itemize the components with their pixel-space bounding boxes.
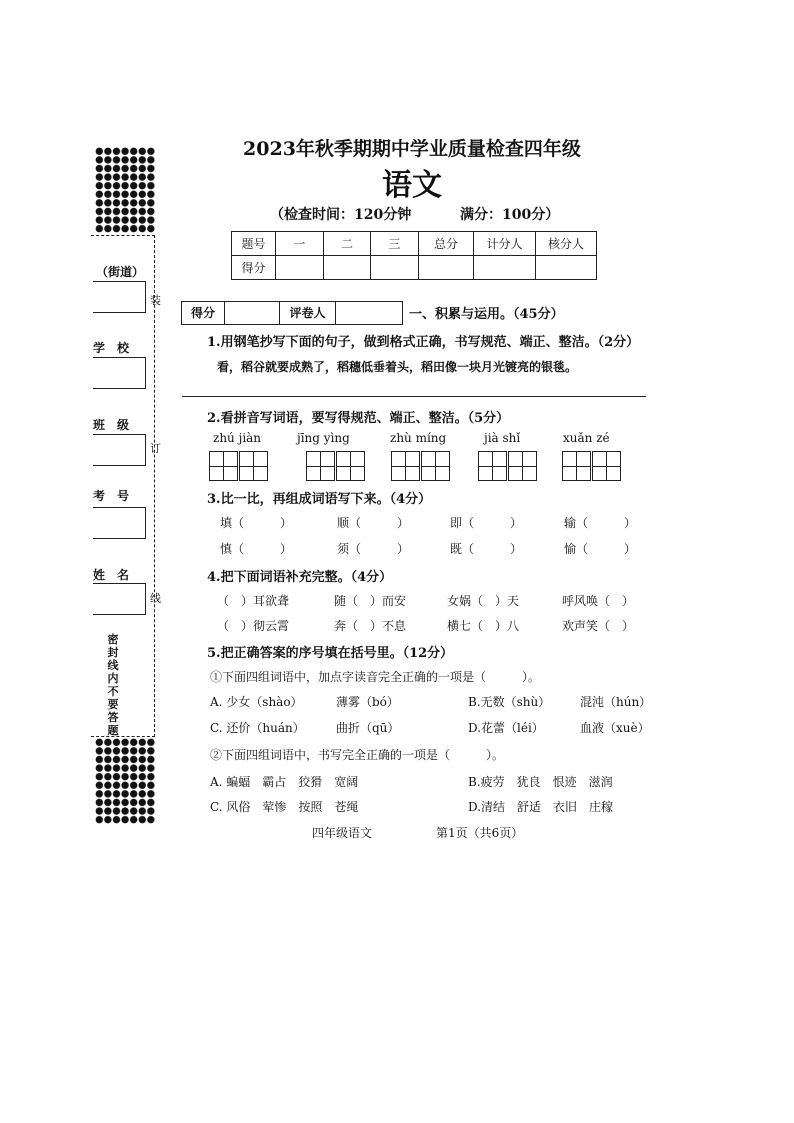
exam-title: 2023年秋季期期中学业质量检查四年级 — [243, 138, 581, 160]
tian-cell[interactable] — [209, 451, 238, 481]
q2-prompt: 2.看拼音写词语，要写得规范、端正、整洁。（5分） — [207, 411, 510, 426]
grader-score-cell[interactable] — [224, 301, 279, 325]
score-row-label: 得分 — [232, 256, 276, 280]
q3-prompt: 3.比一比，再组成词语写下来。（4分） — [207, 492, 432, 507]
name-label: 姓 名 — [93, 568, 130, 582]
q5-sub2-option: A. 蝙蝠 霸占 狡猾 宽阔 — [210, 775, 359, 789]
tian-cell[interactable] — [391, 451, 420, 481]
q5-sub1-option: 薄雾（bó） — [336, 695, 399, 709]
score-cell[interactable] — [536, 256, 597, 280]
grader-score-label: 得分 — [181, 301, 224, 325]
q5-sub1-option: B.无数（shù） — [468, 695, 551, 709]
tian-cell[interactable] — [478, 451, 507, 481]
q1-answer-line[interactable] — [182, 396, 646, 397]
score-header-cell: 一 — [276, 232, 324, 256]
q5-sub1-option: A. 少女（shào） — [210, 695, 303, 709]
q4-item[interactable]: 横七（ ）八 — [447, 619, 520, 633]
seal-notice: 密封线内不要答题 — [107, 633, 119, 737]
q5-sub1-prompt[interactable]: ①下面四组词语中，加点字读音完全正确的一项是（ ）。 — [210, 670, 541, 684]
tian-cell[interactable] — [306, 451, 335, 481]
q2-pinyin-2: jīng yìng — [297, 431, 350, 445]
exam-time: （检查时间：120分钟 — [270, 207, 412, 223]
q3-item[interactable]: 顺（ ） — [337, 516, 410, 530]
tian-cell[interactable] — [508, 451, 537, 481]
q4-item[interactable]: （ ）彻云霄 — [217, 619, 290, 633]
tian-cell[interactable] — [562, 451, 591, 481]
footer-page-number: 第1页（共6页） — [436, 826, 524, 840]
q5-sub2-prompt[interactable]: ②下面四组词语中，书写完全正确的一项是（ ）。 — [210, 748, 505, 762]
school-field[interactable] — [93, 357, 146, 389]
tian-cell[interactable] — [592, 451, 621, 481]
grader-reviewer-cell[interactable] — [335, 301, 403, 325]
score-cell[interactable] — [419, 256, 474, 280]
bind-mark-zhuang: 装 — [150, 294, 161, 307]
q5-sub2-option: B.疲劳 犹良 恨迹 滋润 — [468, 775, 613, 789]
q2-writing-grid-1[interactable] — [209, 451, 266, 479]
subject-title: 语文 — [382, 168, 442, 203]
q2-pinyin-1: zhú jiàn — [213, 431, 262, 445]
q5-sub1-option: D.花蕾（léi） — [468, 721, 544, 735]
q3-item[interactable]: 须（ ） — [337, 542, 410, 556]
q5-sub2-option: D.清结 舒适 衣旧 庄稼 — [468, 800, 614, 814]
score-header-cell: 核分人 — [536, 232, 597, 256]
q4-item[interactable]: 女娲（ ）天 — [447, 594, 520, 608]
street-label: （街道） — [96, 265, 145, 279]
q3-item[interactable]: 输（ ） — [564, 516, 637, 530]
q4-item[interactable]: 呼风唤（ ） — [562, 594, 635, 608]
tian-cell[interactable] — [421, 451, 450, 481]
q3-item[interactable]: 慎（ ） — [220, 542, 293, 556]
score-header-cell: 三 — [371, 232, 419, 256]
bind-mark-ding: 订 — [150, 442, 161, 455]
q4-item[interactable]: （ ）耳欲聋 — [217, 594, 290, 608]
q4-item[interactable]: 随（ ）而安 — [334, 594, 407, 608]
tian-cell[interactable] — [336, 451, 365, 481]
score-table-header-row — [232, 232, 597, 256]
score-table-score-row — [232, 256, 597, 280]
q2-pinyin-3: zhù míng — [390, 431, 447, 445]
full-score: 满分：100分） — [460, 207, 560, 223]
q5-sub1-option: 血液（xuè） — [580, 721, 650, 735]
q3-item[interactable]: 既（ ） — [450, 542, 523, 556]
score-cell[interactable] — [371, 256, 419, 280]
grader-reviewer-label: 评卷人 — [279, 301, 335, 325]
score-header-cell: 计分人 — [474, 232, 536, 256]
q2-writing-grid-3[interactable] — [391, 451, 448, 479]
q3-item[interactable]: 即（ ） — [450, 516, 523, 530]
q2-pinyin-5: xuǎn zé — [563, 431, 610, 445]
class-label: 班 级 — [93, 418, 130, 432]
school-label: 学 校 — [93, 341, 130, 355]
q3-item[interactable]: 填（ ） — [220, 516, 293, 530]
class-field[interactable] — [93, 434, 146, 466]
q2-writing-grid-4[interactable] — [478, 451, 535, 479]
score-cell[interactable] — [474, 256, 536, 280]
tian-cell[interactable] — [239, 451, 268, 481]
q2-pinyin-4: jià shǐ — [484, 431, 521, 445]
grader-box — [181, 301, 403, 323]
q2-writing-grid-5[interactable] — [562, 451, 619, 479]
score-header-cell: 题号 — [232, 232, 276, 256]
q4-item[interactable]: 欢声笑（ ） — [562, 619, 635, 633]
q5-sub1-option: 混沌（hún） — [580, 695, 652, 709]
number-field[interactable] — [93, 507, 146, 539]
bottom-dot-pattern — [95, 738, 155, 824]
score-header-cell: 二 — [324, 232, 371, 256]
bind-mark-xian: 线 — [150, 592, 161, 605]
score-cell[interactable] — [276, 256, 324, 280]
q2-writing-grid-2[interactable] — [306, 451, 363, 479]
q5-sub1-option: C. 还价（huán） — [210, 721, 305, 735]
footer-subject: 四年级语文 — [312, 826, 373, 840]
q1-sentence: 看，稻谷就要成熟了，稻穗低垂着头，稻田像一块月光镀亮的银毯。 — [217, 360, 578, 374]
q4-prompt: 4.把下面词语补充完整。（4分） — [207, 570, 393, 585]
q5-prompt: 5.把正确答案的序号填在括号里。（12分） — [207, 646, 454, 661]
score-cell[interactable] — [324, 256, 371, 280]
q1-prompt: 1.用钢笔抄写下面的句子，做到格式正确，书写规范、端正、整洁。（2分） — [207, 335, 640, 350]
number-label: 考 号 — [93, 489, 130, 503]
street-field[interactable] — [93, 281, 146, 313]
section-1-title: 一、积累与运用。（45分） — [409, 307, 564, 322]
q4-item[interactable]: 奔（ ）不息 — [334, 619, 407, 633]
q3-item[interactable]: 愉（ ） — [564, 542, 637, 556]
q5-sub2-option: C. 风俗 荤惨 按照 苍绳 — [210, 800, 359, 814]
score-table — [231, 231, 597, 280]
score-header-cell: 总分 — [419, 232, 474, 256]
name-field[interactable] — [93, 583, 146, 615]
q5-sub1-option: 曲折（qū） — [336, 721, 400, 735]
